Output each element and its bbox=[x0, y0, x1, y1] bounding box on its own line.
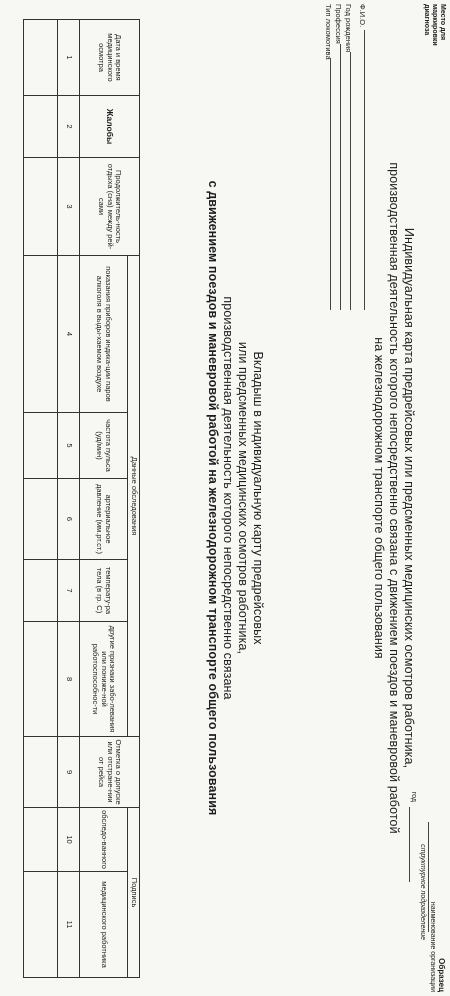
fio-label: Ф.И.О. bbox=[358, 4, 367, 28]
col-number-5: 5 bbox=[58, 413, 80, 479]
blank-cell[interactable] bbox=[24, 256, 58, 413]
col-header-2: Жалобы bbox=[80, 96, 140, 158]
birth-year-label: Год рождения bbox=[344, 4, 353, 53]
blank-cell[interactable] bbox=[24, 96, 58, 158]
fio-line bbox=[364, 30, 365, 310]
empty-row bbox=[24, 20, 58, 978]
group-header-row bbox=[128, 20, 140, 978]
col-number-7: 7 bbox=[58, 560, 80, 622]
blank-cell[interactable] bbox=[24, 20, 58, 96]
insert-line-2: или предсменных медицинских осмотров работника, bbox=[236, 341, 250, 655]
col-number-8: 8 bbox=[58, 622, 80, 737]
col-number-9: 9 bbox=[58, 737, 80, 808]
blank-cell[interactable] bbox=[24, 413, 58, 479]
blank-cell[interactable] bbox=[24, 479, 58, 560]
blank-cell[interactable] bbox=[24, 158, 58, 256]
col-header-9: Отметка о допуске или отстране-нии от рейса bbox=[80, 737, 140, 808]
insert-line-1: Вкладыш в индивидуальную карту предрейсовых bbox=[251, 351, 265, 645]
title-line-3: на железнодорожном транспорте общего пользования bbox=[372, 337, 386, 659]
marking-line-1: Место для bbox=[439, 4, 446, 41]
col-number-2: 2 bbox=[58, 96, 80, 158]
marking-place bbox=[422, 4, 446, 46]
loco-type-line bbox=[330, 58, 331, 310]
group-sign-header: Подпись bbox=[128, 808, 140, 978]
marking-line-3: диагноза bbox=[423, 4, 430, 36]
sample-label: Образец bbox=[437, 958, 446, 992]
blank-cell[interactable] bbox=[24, 560, 58, 622]
card-title bbox=[371, 0, 416, 996]
col-number-6: 6 bbox=[58, 479, 80, 560]
blank-cell[interactable] bbox=[24, 808, 58, 872]
exam-table bbox=[23, 19, 140, 978]
birth-year-line bbox=[350, 52, 351, 310]
subdivision-label: структурное подразделение bbox=[419, 844, 426, 940]
loco-type-label: Тип локомотива bbox=[324, 4, 333, 60]
blank-cell[interactable] bbox=[24, 622, 58, 737]
col-number-4: 4 bbox=[58, 256, 80, 413]
marking-line-2: маркировки bbox=[431, 4, 438, 46]
blank-cell[interactable] bbox=[24, 737, 58, 808]
insert-line-4: с движением поездов и маневровой работой на железнодорожном транспорте общего пользования bbox=[206, 180, 220, 816]
col-header-1: Дата и время медицинского осмотра bbox=[80, 20, 140, 96]
org-line-row bbox=[426, 844, 437, 992]
column-number-row bbox=[58, 20, 80, 978]
blank-cell[interactable] bbox=[24, 872, 58, 978]
col-header-3: Продолжитель-ность отдыха (сна) между рей-сами bbox=[80, 158, 140, 256]
profession-line bbox=[340, 44, 341, 310]
insert-line-3: производственная деятельность которого непосредственно связана bbox=[221, 296, 235, 700]
col-header-4: показания приборов индика-ции паров алкоголя в выды-хаемом воздухе bbox=[80, 256, 128, 413]
col-number-10: 10 bbox=[58, 808, 80, 872]
col-header-7: температу-ра тела (в гр. С) bbox=[80, 560, 128, 622]
col-header-8: другие признаки забо-левания или пониже-ной работоспособнос-ти bbox=[80, 622, 128, 737]
profession-label: Профессия bbox=[334, 4, 343, 44]
group-exam-header: Данные обследования bbox=[128, 256, 140, 737]
year-label: год bbox=[410, 791, 417, 802]
col-header-10: обследо-ванного bbox=[80, 808, 128, 872]
title-line-1: Индивидуальная карта предрейсовых или предсменных медицинских осмотров работника, bbox=[402, 227, 416, 769]
col-number-11: 11 bbox=[58, 872, 80, 978]
col-header-6: артериальное давление (мм.рт.ст.) bbox=[80, 479, 128, 560]
col-header-5: частота пульса (уд/мин) bbox=[80, 413, 128, 479]
col-header-11: медицинского работника bbox=[80, 872, 128, 978]
insert-title bbox=[205, 0, 265, 996]
col-number-1: 1 bbox=[58, 20, 80, 96]
title-line-2: производственная деятельность которого непосредственно связана с движением поездов и маневровой работой bbox=[387, 162, 401, 834]
org-name-label: наименование организации bbox=[429, 901, 436, 992]
col-number-3: 3 bbox=[58, 158, 80, 256]
